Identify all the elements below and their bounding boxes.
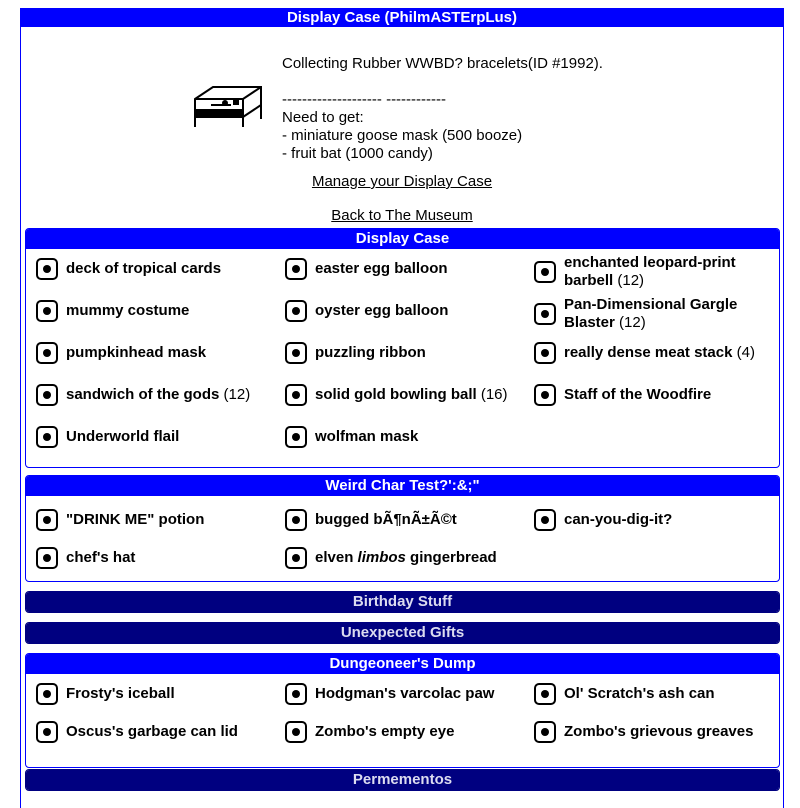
collection-item[interactable] <box>530 380 764 410</box>
item-name: enchanted leopard-print barbell (12) <box>564 254 736 289</box>
collection-item[interactable] <box>281 338 515 368</box>
item-name: really dense meat stack (4) <box>564 344 755 361</box>
collection-item[interactable] <box>530 679 774 709</box>
collection-item[interactable] <box>281 505 525 535</box>
collection-item[interactable] <box>281 296 515 326</box>
back-to-museum-link[interactable]: Back to The Museum <box>331 207 473 224</box>
lid-icon <box>32 717 62 747</box>
item-name: Staff of the Woodfire <box>564 386 712 403</box>
ash-can-icon <box>530 679 560 709</box>
item-name: Zombo's grievous greaves <box>564 723 754 740</box>
collection-item[interactable] <box>32 717 276 747</box>
item-name: "DRINK ME" potion <box>66 511 205 528</box>
collection-item[interactable] <box>32 380 266 410</box>
sandwich-icon <box>32 380 62 410</box>
item-name: pumpkinhead mask <box>66 344 207 361</box>
collection-item[interactable] <box>530 717 774 747</box>
item-name: chef's hat <box>66 549 136 566</box>
item-count: (12) <box>614 314 646 331</box>
collection-item[interactable] <box>32 543 276 573</box>
item-name: bugged bÃ¶nÃ±Ã©t <box>315 511 457 528</box>
section-unexpected-gifts[interactable] <box>25 622 780 644</box>
item-name-italic: limbos <box>357 549 406 566</box>
collecting-text: Collecting Rubber WWBD? bracelets(ID #1992). <box>282 55 603 72</box>
divider-text: -------------------- ------------ <box>282 91 447 108</box>
section-title[interactable]: Permementos <box>26 770 779 790</box>
collection-item[interactable] <box>281 380 515 410</box>
collection-item[interactable] <box>530 296 764 332</box>
greaves-icon <box>530 717 560 747</box>
drink-icon <box>530 299 560 329</box>
mummy-icon <box>32 296 62 326</box>
need-text: Need to get: <box>282 109 364 126</box>
item-name: can-you-dig-it? <box>564 511 673 528</box>
item-name: deck of tropical cards <box>66 260 222 277</box>
display-case-panel <box>20 8 784 808</box>
section-display-case <box>25 228 780 468</box>
display-case-icon <box>191 69 263 129</box>
manage-display-case-link[interactable]: Manage your Display Case <box>311 173 493 190</box>
item-name: sandwich of the gods (12) <box>66 386 251 403</box>
section-permementos[interactable] <box>25 769 780 791</box>
item-name: Ol' Scratch's ash can <box>564 685 715 702</box>
item-name: puzzling ribbon <box>315 344 426 361</box>
gingerbread-icon <box>281 543 311 573</box>
collection-item[interactable] <box>32 505 276 535</box>
collection-item[interactable] <box>281 717 525 747</box>
item-count: (4) <box>732 344 755 361</box>
collection-item[interactable] <box>281 679 525 709</box>
need-item: - miniature goose mask (500 booze) <box>282 127 523 144</box>
item-name: Frosty's iceball <box>66 685 175 702</box>
item-count: (12) <box>613 272 645 289</box>
section-title[interactable]: Unexpected Gifts <box>26 623 779 643</box>
card-icon <box>32 254 62 284</box>
item-name: Underworld flail <box>66 428 180 445</box>
flail-icon <box>32 422 62 452</box>
section-title[interactable]: Birthday Stuff <box>26 592 779 612</box>
collection-item[interactable] <box>32 422 266 452</box>
section-title[interactable]: Display Case <box>26 229 779 249</box>
section-birthday-stuff[interactable] <box>25 591 780 613</box>
trowel-icon <box>530 505 560 535</box>
collection-item[interactable] <box>530 505 774 535</box>
potion-icon <box>32 505 62 535</box>
collection-item[interactable] <box>281 254 515 284</box>
balloon-icon <box>281 254 311 284</box>
collection-item[interactable] <box>281 543 525 573</box>
item-name: elven limbos gingerbread <box>315 549 497 566</box>
item-name: Oscus's garbage can lid <box>66 723 238 740</box>
section-dungeoneers-dump <box>25 653 780 768</box>
item-name: solid gold bowling ball (16) <box>315 386 508 403</box>
bugged-icon <box>281 505 311 535</box>
collection-item[interactable] <box>32 254 266 284</box>
item-name: oyster egg balloon <box>315 302 449 319</box>
collection-item[interactable] <box>530 254 764 290</box>
meat-icon <box>530 338 560 368</box>
item-name: Pan-Dimensional Gargle Blaster (12) <box>564 296 738 331</box>
section-weird-char-test <box>25 475 780 582</box>
staff-icon <box>530 380 560 410</box>
item-name: wolfman mask <box>315 428 419 445</box>
item-name: mummy costume <box>66 302 190 319</box>
section-title[interactable]: Weird Char Test?':&;" <box>26 476 779 496</box>
collection-item[interactable] <box>32 679 276 709</box>
page-title: Display Case (PhilmASTErpLus) <box>21 9 783 27</box>
need-item: - fruit bat (1000 candy) <box>282 145 433 162</box>
collection-item[interactable] <box>530 338 764 368</box>
barbell-icon <box>530 257 560 287</box>
item-name: Zombo's empty eye <box>315 723 455 740</box>
paw-icon <box>281 679 311 709</box>
section-title[interactable]: Dungeoneer's Dump <box>26 654 779 674</box>
eye-icon <box>281 717 311 747</box>
collection-item[interactable] <box>32 296 266 326</box>
pumpkin-icon <box>32 338 62 368</box>
ribbon-icon <box>281 338 311 368</box>
iceball-icon <box>32 679 62 709</box>
item-count: (12) <box>219 386 251 403</box>
bowling-ball-icon <box>281 380 311 410</box>
collection-item[interactable] <box>32 338 266 368</box>
balloon-icon <box>281 296 311 326</box>
chef-hat-icon <box>32 543 62 573</box>
item-name: easter egg balloon <box>315 260 448 277</box>
wolfman-icon <box>281 422 311 452</box>
item-count: (16) <box>476 386 508 403</box>
item-name: Hodgman's varcolac paw <box>315 685 495 702</box>
intro-area <box>21 27 783 227</box>
collection-item[interactable] <box>281 422 515 452</box>
